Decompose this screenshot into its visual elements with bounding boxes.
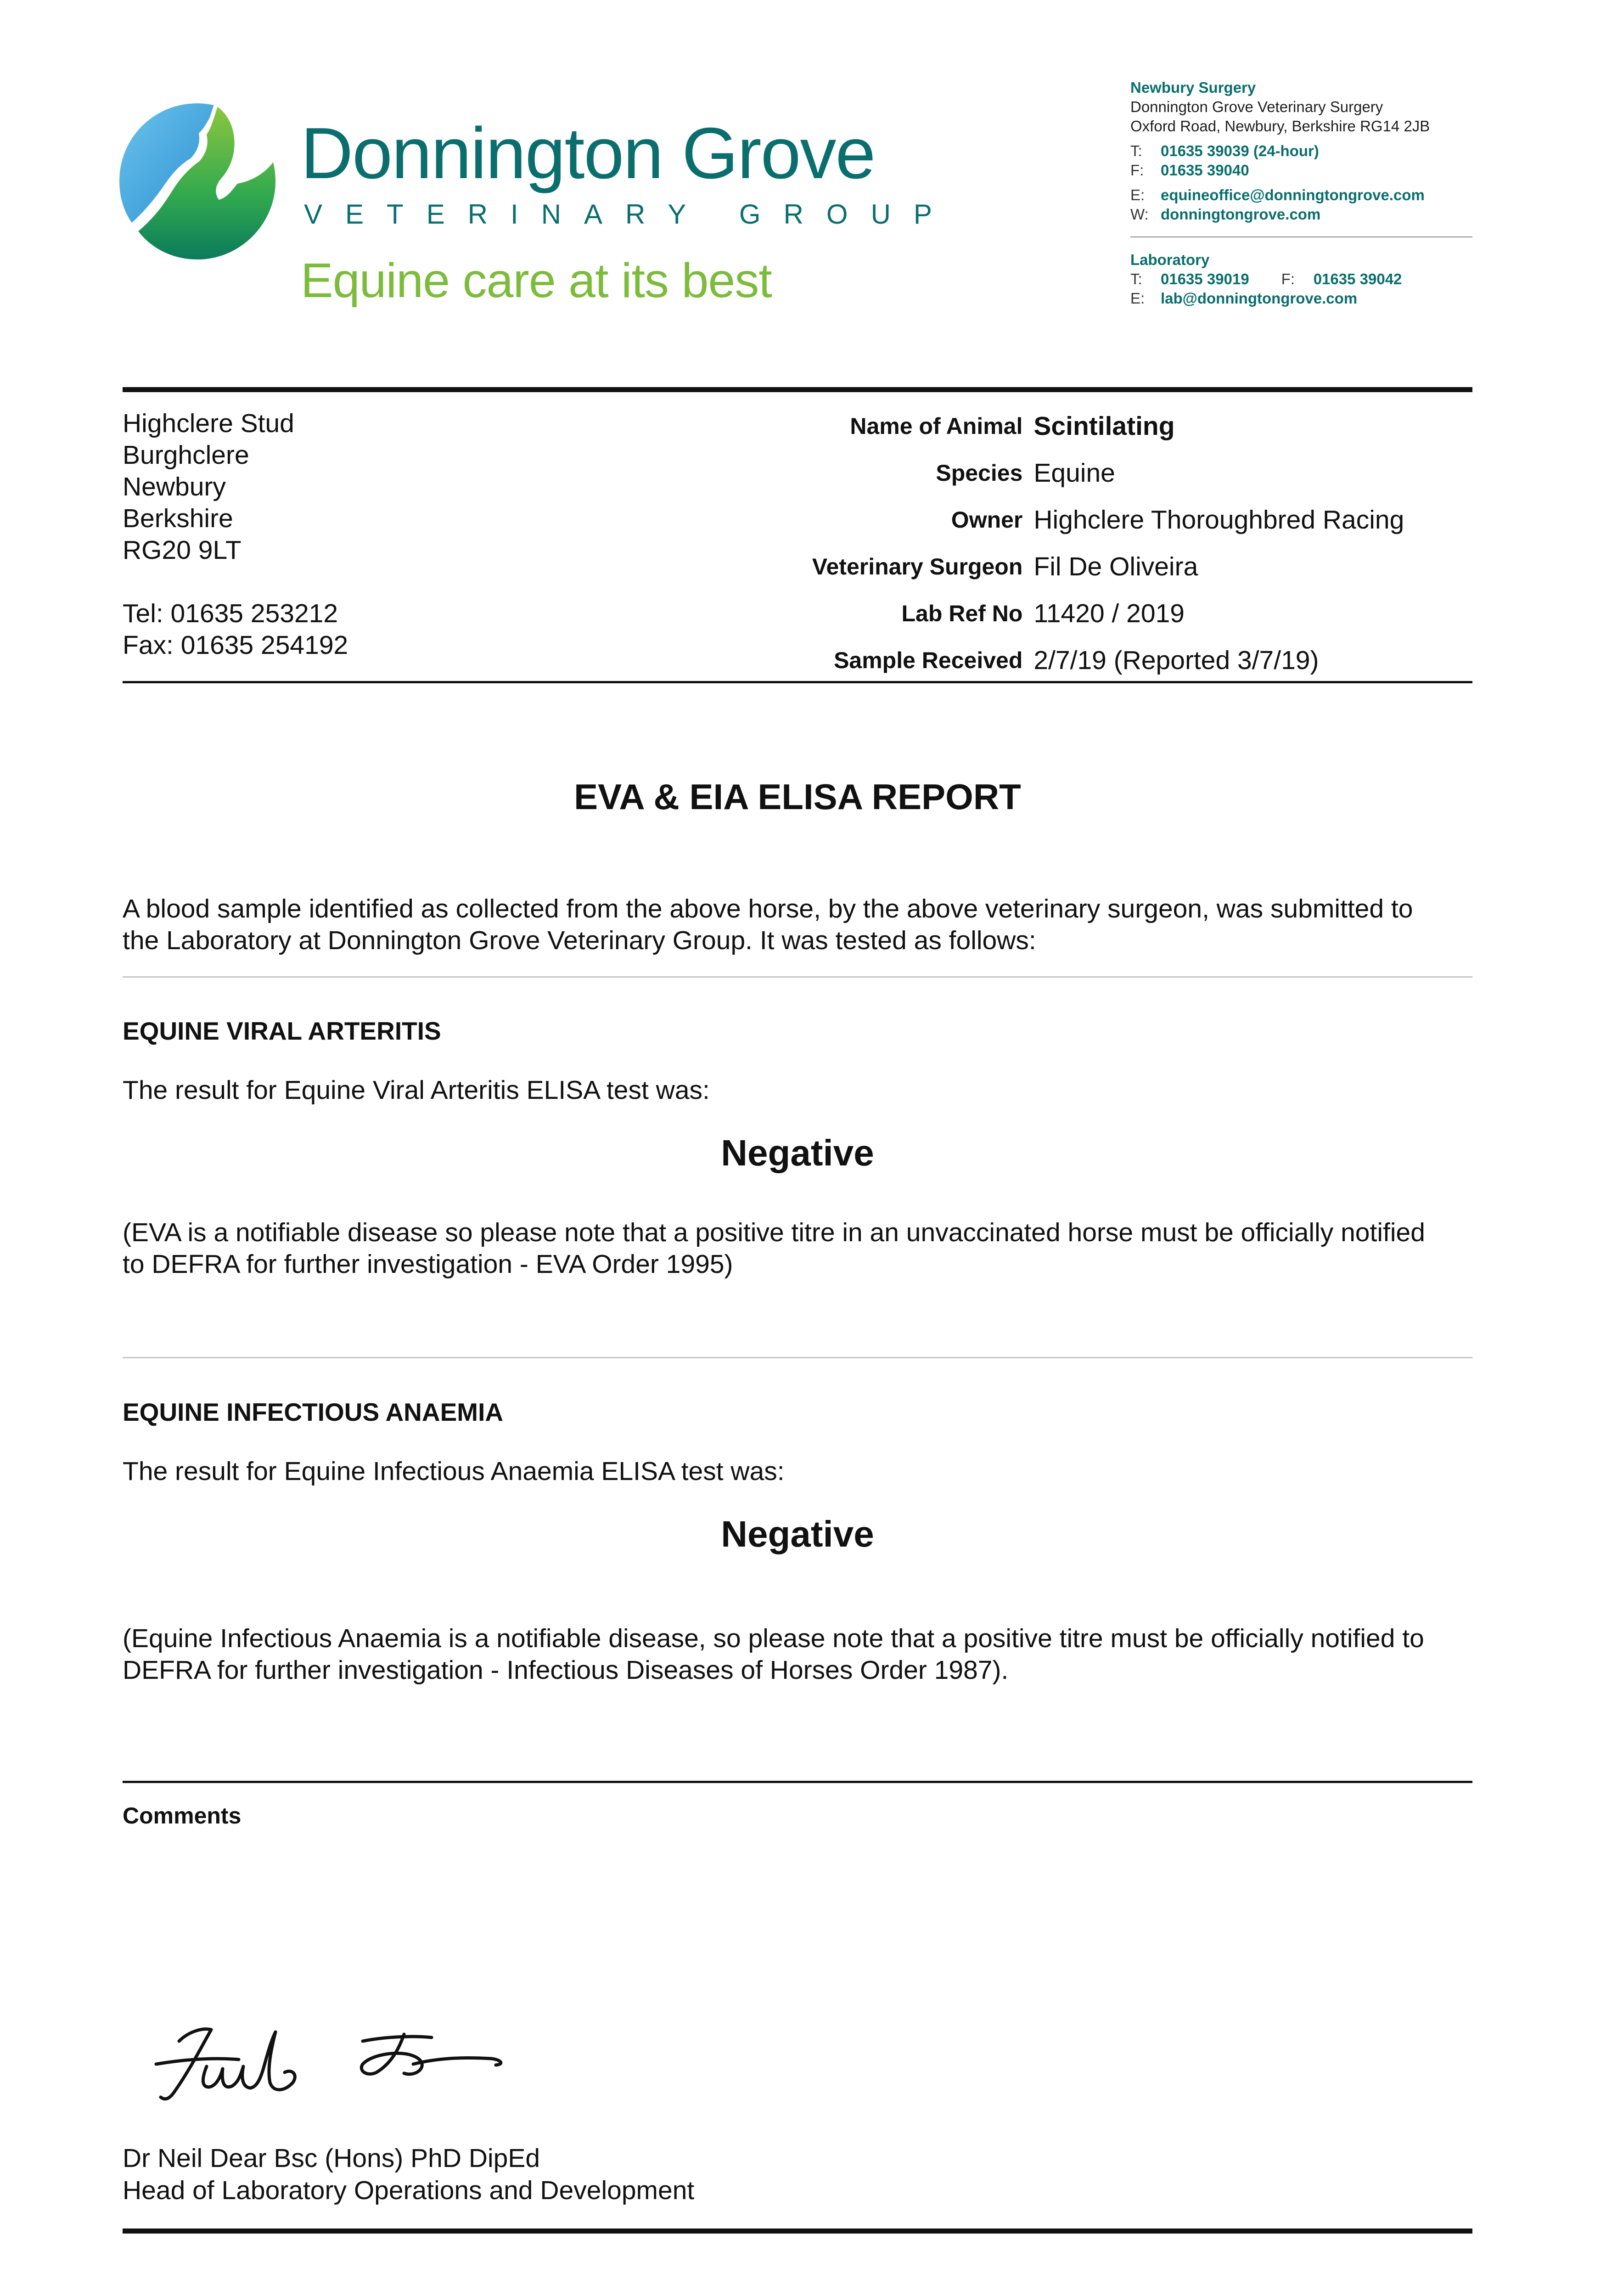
eva-note-line: (EVA is a notifiable disease so please note that a positive titre in an unvaccinated horse must be officially notified bbox=[123, 1218, 1425, 1247]
signatory-block bbox=[123, 2142, 694, 2206]
eia-note-line: (Equine Infectious Anaemia is a notifiable disease, so please note that a positive titre must be officially notified to bbox=[123, 1624, 1424, 1653]
address-line: Newbury bbox=[123, 472, 226, 501]
eva-section-title: EQUINE VIRAL ARTERITIS bbox=[123, 1017, 441, 1045]
logo-icon bbox=[117, 101, 278, 262]
signatory-role: Head of Laboratory Operations and Development bbox=[123, 2176, 695, 2205]
animal-name-label: Name of Animal bbox=[850, 413, 1023, 439]
report-title: EVA & EIA ELISA REPORT bbox=[574, 777, 1021, 817]
laboratory-tel-label: T: bbox=[1130, 270, 1142, 287]
comments-label: Comments bbox=[123, 1803, 241, 1829]
laboratory-fax: 01635 39042 bbox=[1313, 270, 1402, 287]
surgery-tel: 01635 39039 (24-hour) bbox=[1161, 142, 1319, 159]
laboratory-email-link[interactable]: lab@donningtongrove.com bbox=[1161, 290, 1358, 307]
brand-subtitle: VETERINARY GROUP bbox=[304, 199, 955, 230]
details-row bbox=[771, 411, 1472, 458]
intro-line: the Laboratory at Donnington Grove Veterinary Group. It was tested as follows: bbox=[123, 926, 1036, 955]
intro-line: A blood sample identified as collected from the above horse, by the above veterinary surgeon, was submitted to bbox=[123, 894, 1413, 923]
surgeon-value: Fil De Oliveira bbox=[1033, 552, 1198, 581]
address-fax: Fax: 01635 254192 bbox=[123, 630, 348, 660]
eia-result: Negative bbox=[721, 1514, 874, 1554]
surgery-fax: 01635 39040 bbox=[1161, 162, 1249, 179]
details-row bbox=[771, 505, 1472, 551]
details-row bbox=[771, 458, 1472, 505]
address-line: Berkshire bbox=[123, 504, 233, 533]
comments-rule bbox=[123, 1781, 1472, 1783]
owner-label: Owner bbox=[951, 507, 1023, 533]
details-rule bbox=[123, 681, 1472, 683]
footer-rule bbox=[123, 2228, 1472, 2234]
laboratory-heading: Laboratory bbox=[1130, 251, 1210, 268]
details-row bbox=[771, 598, 1472, 645]
laboratory-email-label: E: bbox=[1130, 290, 1145, 307]
eva-note bbox=[123, 1217, 1477, 1280]
eia-prompt: The result for Equine Infectious Anaemia ELISA test was: bbox=[123, 1457, 785, 1486]
surgery-heading: Newbury Surgery bbox=[1130, 79, 1256, 96]
address-line: RG20 9LT bbox=[123, 535, 241, 565]
recipient-address bbox=[123, 408, 348, 661]
surgery-web-label: W: bbox=[1130, 206, 1149, 223]
laboratory-fax-label: F: bbox=[1281, 270, 1295, 287]
eva-note-line: to DEFRA for further investigation - EVA Order 1995) bbox=[123, 1249, 733, 1279]
details-row bbox=[771, 551, 1472, 598]
species-value: Equine bbox=[1033, 458, 1115, 488]
surgery-email-link[interactable]: equineoffice@donningtongrove.com bbox=[1161, 186, 1425, 203]
signature-icon bbox=[147, 2014, 542, 2110]
eva-prompt: The result for Equine Viral Arteritis ELISA test was: bbox=[123, 1075, 710, 1105]
signatory-name: Dr Neil Dear Bsc (Hons) PhD DipEd bbox=[123, 2144, 540, 2173]
surgeon-label: Veterinary Surgeon bbox=[812, 554, 1023, 580]
address-line: Highclere Stud bbox=[123, 409, 294, 438]
laboratory-tel: 01635 39019 bbox=[1161, 270, 1249, 287]
details-row bbox=[771, 645, 1472, 692]
animal-name-value: Scintilating bbox=[1033, 411, 1175, 441]
brand-name: Donnington Grove bbox=[301, 113, 875, 194]
sample-received-value: 2/7/19 (Reported 3/7/19) bbox=[1033, 646, 1319, 675]
lab-ref-label: Lab Ref No bbox=[901, 601, 1023, 626]
animal-details-table bbox=[771, 411, 1472, 692]
surgery-address-line2: Oxford Road, Newbury, Berkshire RG14 2JB bbox=[1130, 118, 1430, 135]
surgery-contact-block bbox=[1130, 78, 1430, 224]
header-rule bbox=[123, 387, 1472, 392]
surgery-address-line1: Donnington Grove Veterinary Surgery bbox=[1130, 98, 1383, 115]
brand-tagline: Equine care at its best bbox=[301, 253, 772, 308]
section-divider bbox=[123, 976, 1472, 978]
address-tel: Tel: 01635 253212 bbox=[123, 599, 338, 628]
eia-note-line: DEFRA for further investigation - Infectious Diseases of Horses Order 1987). bbox=[123, 1655, 1009, 1685]
lab-ref-value: 11420 / 2019 bbox=[1033, 599, 1185, 628]
species-label: Species bbox=[936, 460, 1023, 486]
contact-divider bbox=[1130, 236, 1472, 237]
section-divider bbox=[123, 1357, 1472, 1358]
eia-section-title: EQUINE INFECTIOUS ANAEMIA bbox=[123, 1398, 504, 1426]
surgery-tel-label: T: bbox=[1130, 142, 1142, 159]
surgery-email-label: E: bbox=[1130, 186, 1145, 203]
laboratory-contact-block bbox=[1130, 250, 1402, 308]
intro-paragraph bbox=[123, 893, 1477, 957]
surgery-web-link[interactable]: donningtongrove.com bbox=[1161, 206, 1321, 223]
surgery-fax-label: F: bbox=[1130, 162, 1144, 179]
owner-value: Highclere Thoroughbred Racing bbox=[1033, 505, 1404, 535]
address-line: Burghclere bbox=[123, 440, 249, 470]
sample-received-label: Sample Received bbox=[834, 647, 1023, 673]
eva-result: Negative bbox=[721, 1132, 874, 1173]
eia-note bbox=[123, 1623, 1477, 1686]
